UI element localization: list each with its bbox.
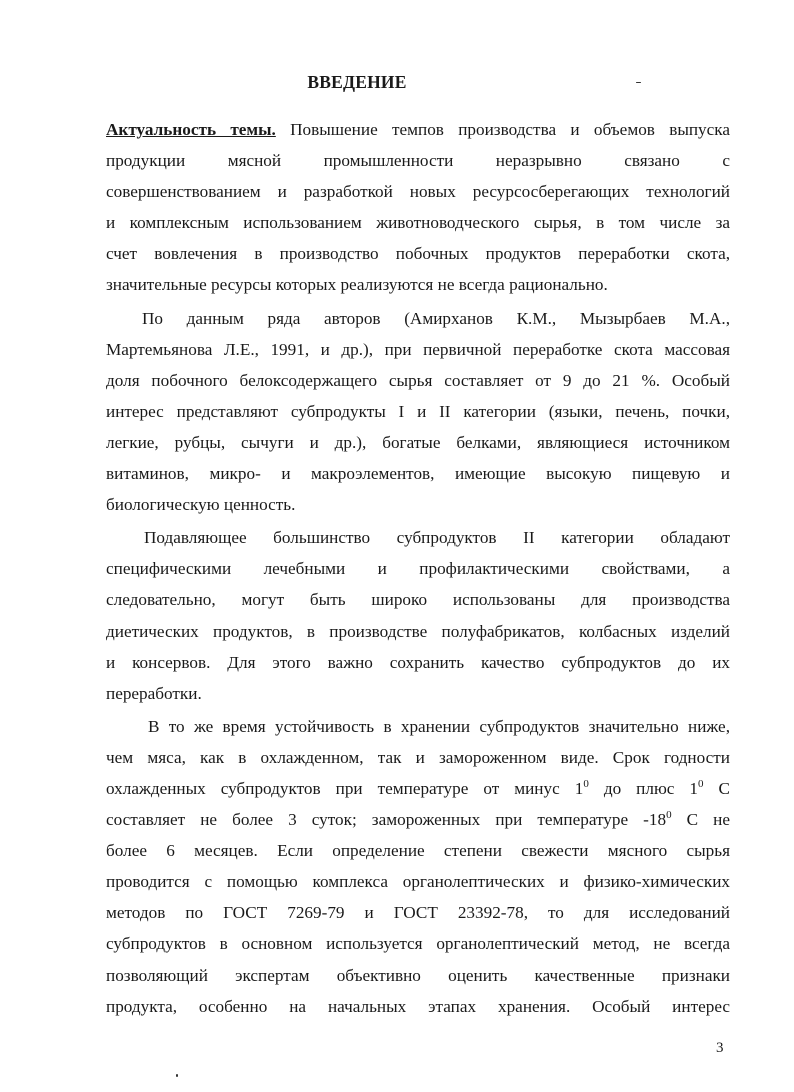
text-line: диетических продуктов, в производстве полуфабрикатов, колбасных изделий (106, 621, 730, 641)
degree-superscript: 0 (666, 809, 672, 822)
text-fragment: Повышение темпов производства и объемов выпуска (290, 120, 730, 139)
paragraph-relevance (106, 114, 730, 301)
text-line: продукта, особенно на начальных этапах хранения. Особый интерес (106, 996, 730, 1016)
text-line: По данным ряда авторов (Амирханов К.М., Мызырбаев М.А., (142, 308, 730, 328)
text-line: биологическую ценность. (106, 495, 296, 515)
text-line: проводится с помощью комплекса органолептических и физико-химических (106, 872, 730, 892)
text-fragment: составляет не более 3 суток; замороженных при температуре -18 (106, 810, 667, 830)
text-line: следовательно, могут быть широко использованы для производства (106, 590, 730, 610)
scan-speck (636, 82, 641, 83)
inline-heading: Актуальность темы. (106, 120, 276, 139)
text-line: методов по ГОСТ 7269-79 и ГОСТ 23392-78, то для исследований (106, 903, 730, 923)
text-line: продукции мясной промышленности неразрывно связано с (106, 151, 730, 171)
text-fragment: до плюс 1 (588, 778, 699, 798)
text-line: и комплексным использованием животноводческого сырья, в том числе за (106, 213, 730, 233)
text-line: более 6 месяцев. Если определение степени свежести мясного сырья (106, 841, 730, 861)
text-line: доля побочного белоксодержащего сырья составляет от 9 до 21 %. Особый (106, 370, 730, 390)
paragraph-authors (106, 303, 730, 521)
text-line: значительные ресурсы которых реализуются не всегда рационально. (106, 275, 608, 295)
text-line: счет вовлечения в производство побочных продуктов переработки скота, (106, 244, 730, 264)
text-line: позволяющий экспертам объективно оценить качественные признаки (106, 965, 730, 985)
page-number: 3 (716, 1040, 724, 1056)
degree-superscript: 0 (698, 777, 704, 790)
text-line: Подавляющее большинство субпродуктов II категории обладают (144, 528, 730, 548)
text-line (106, 804, 730, 835)
text-fragment: охлажденных субпродуктов при температуре от минус 1 (106, 778, 584, 798)
text-line: и консервов. Для этого важно сохранить качество субпродуктов до их (106, 652, 730, 672)
text-fragment: С не (671, 810, 730, 830)
text-line: витаминов, микро- и макроэлементов, имеющие высокую пищевую и (106, 464, 730, 484)
text-line: интерес представляют субпродукты I и II категории (языки, печень, почки, (106, 401, 730, 421)
text-line (106, 114, 730, 145)
text-line: легкие, рубцы, сычуги и др.), богатые белками, являющиеся источником (106, 432, 730, 452)
text-line: Мартемьянова Л.Е., 1991, и др.), при первичной переработке скота массовая (106, 339, 730, 359)
page-title: ВВЕДЕНИЕ (307, 72, 407, 92)
text-line: совершенствованием и разработкой новых ресурсосберегающих технологий (106, 182, 730, 202)
paragraph-category-two (106, 522, 730, 709)
text-line: В то же время устойчивость в хранении субпродуктов значительно ниже, (148, 716, 730, 736)
text-line: специфическими лечебными и профилактическими свойствами, а (106, 559, 730, 579)
body-text (106, 114, 730, 1022)
text-line (106, 773, 730, 804)
text-fragment: С (703, 778, 730, 798)
paragraph-storage (106, 711, 730, 1022)
text-line: субпродуктов в основном используется органолептический метод, не всегда (106, 934, 730, 954)
text-line: чем мяса, как в охлажденном, так и замороженном виде. Срок годности (106, 747, 730, 767)
text-line: переработки. (106, 683, 202, 703)
scan-speck (176, 1074, 178, 1077)
degree-superscript: 0 (583, 777, 589, 790)
